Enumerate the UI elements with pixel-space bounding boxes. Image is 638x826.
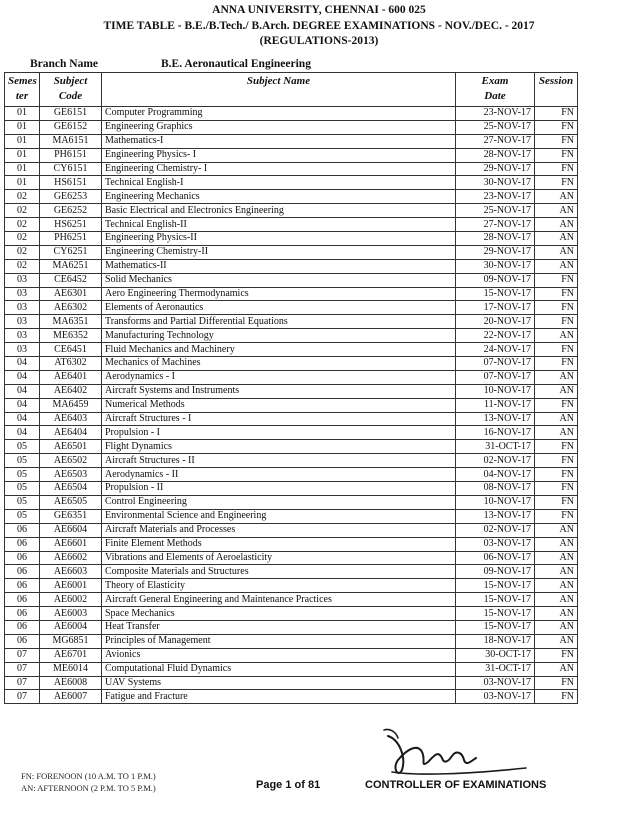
- table-row: [5, 259, 578, 273]
- subject-name-cell: Mathematics-II: [102, 259, 456, 273]
- session-cell: AN: [535, 329, 578, 343]
- subject-code-cell: AE6008: [40, 676, 102, 690]
- session-cell: AN: [535, 412, 578, 426]
- session-cell: FN: [535, 648, 578, 662]
- subject-name-cell: Propulsion - II: [102, 482, 456, 496]
- subject-code-cell: AE6504: [40, 482, 102, 496]
- table-row: [5, 509, 578, 523]
- semester-cell: 02: [5, 190, 40, 204]
- table-row: [5, 579, 578, 593]
- subject-name-cell: Manufacturing Technology: [102, 329, 456, 343]
- subject-name-cell: Vibrations and Elements of Aeroelasticity: [102, 551, 456, 565]
- table-row: [5, 190, 578, 204]
- subject-code-cell: AE6302: [40, 301, 102, 315]
- timetable-title: TIME TABLE - B.E./B.Tech./ B.Arch. DEGREE EXAMINATIONS - NOV./DEC. - 2017: [103, 20, 535, 32]
- university-name: ANNA UNIVERSITY, CHENNAI - 600 025: [212, 4, 426, 16]
- table-row: [5, 426, 578, 440]
- semester-cell: 05: [5, 468, 40, 482]
- subject-code-cell: GE6152: [40, 120, 102, 134]
- session-cell: FN: [535, 495, 578, 509]
- semester-cell: 01: [5, 176, 40, 190]
- exam-date-cell: 02-NOV-17: [456, 523, 535, 537]
- exam-date-cell: 30-NOV-17: [456, 176, 535, 190]
- subject-code-header-line1: Subject: [53, 75, 88, 87]
- exam-date-header-line1: Exam: [481, 75, 509, 87]
- exam-date-cell: 28-NOV-17: [456, 232, 535, 246]
- session-cell: AN: [535, 259, 578, 273]
- subject-name-cell: Heat Transfer: [102, 620, 456, 634]
- session-cell: FN: [535, 301, 578, 315]
- table-row: [5, 454, 578, 468]
- exam-date-cell: 07-NOV-17: [456, 370, 535, 384]
- subject-code-cell: GE6253: [40, 190, 102, 204]
- table-row: [5, 287, 578, 301]
- subject-name-cell: Aircraft Structures - I: [102, 412, 456, 426]
- subject-code-cell: AE6401: [40, 370, 102, 384]
- semester-cell: 02: [5, 232, 40, 246]
- table-row: [5, 634, 578, 648]
- table-row: [5, 107, 578, 121]
- subject-name-cell: Aircraft Materials and Processes: [102, 523, 456, 537]
- session-cell: AN: [535, 607, 578, 621]
- subject-name-cell: Engineering Chemistry-II: [102, 245, 456, 259]
- subject-code-cell: ME6352: [40, 329, 102, 343]
- session-cell: AN: [535, 634, 578, 648]
- subject-name-cell: Numerical Methods: [102, 398, 456, 412]
- subject-name-cell: Computer Programming: [102, 107, 456, 121]
- session-cell: FN: [535, 482, 578, 496]
- semester-cell: 06: [5, 565, 40, 579]
- subject-code-cell: AE6301: [40, 287, 102, 301]
- semester-cell: 01: [5, 162, 40, 176]
- exam-date-cell: 09-NOV-17: [456, 565, 535, 579]
- table-row: [5, 648, 578, 662]
- session-cell: FN: [535, 162, 578, 176]
- table-row: [5, 162, 578, 176]
- semester-cell: 03: [5, 273, 40, 287]
- table-row: [5, 148, 578, 162]
- session-cell: FN: [535, 134, 578, 148]
- subject-code-cell: CY6151: [40, 162, 102, 176]
- subject-name-cell: Aircraft Systems and Instruments: [102, 384, 456, 398]
- session-cell: FN: [535, 148, 578, 162]
- subject-name-cell: Propulsion - I: [102, 426, 456, 440]
- subject-code-cell: MA6351: [40, 315, 102, 329]
- subject-code-cell: PH6151: [40, 148, 102, 162]
- session-cell: FN: [535, 440, 578, 454]
- table-row: [5, 176, 578, 190]
- semester-cell: 03: [5, 329, 40, 343]
- exam-date-cell: 30-OCT-17: [456, 648, 535, 662]
- session-cell: AN: [535, 537, 578, 551]
- exam-date-cell: 16-NOV-17: [456, 426, 535, 440]
- subject-code-cell: HS6151: [40, 176, 102, 190]
- semester-cell: 02: [5, 245, 40, 259]
- subject-name-cell: Aero Engineering Thermodynamics: [102, 287, 456, 301]
- subject-code-cell: CE6452: [40, 273, 102, 287]
- exam-date-cell: 02-NOV-17: [456, 454, 535, 468]
- exam-date-cell: 28-NOV-17: [456, 148, 535, 162]
- subject-name-cell: Aircraft General Engineering and Maintenance Practices: [102, 593, 456, 607]
- table-row: [5, 523, 578, 537]
- semester-cell: 05: [5, 509, 40, 523]
- semester-cell: 03: [5, 287, 40, 301]
- session-cell: AN: [535, 190, 578, 204]
- subject-code-cell: CE6451: [40, 343, 102, 357]
- table-row: [5, 204, 578, 218]
- subject-name-cell: Fatigue and Fracture: [102, 690, 456, 704]
- table-row: [5, 468, 578, 482]
- subject-code-cell: AE6002: [40, 593, 102, 607]
- table-row: [5, 495, 578, 509]
- subject-code-cell: GE6351: [40, 509, 102, 523]
- timetable-header: [5, 73, 578, 107]
- semester-cell: 01: [5, 134, 40, 148]
- semester-cell: 01: [5, 120, 40, 134]
- timetable-body: [5, 107, 578, 704]
- subject-name-cell: Mathematics-I: [102, 134, 456, 148]
- semester-cell: 02: [5, 218, 40, 232]
- semester-cell: 06: [5, 579, 40, 593]
- semester-header: [5, 73, 40, 107]
- session-cell: FN: [535, 509, 578, 523]
- subject-name-header: Subject Name: [102, 73, 456, 107]
- exam-date-cell: 04-NOV-17: [456, 468, 535, 482]
- semester-cell: 01: [5, 148, 40, 162]
- session-legend: [21, 770, 156, 794]
- exam-date-cell: 23-NOV-17: [456, 107, 535, 121]
- semester-cell: 04: [5, 412, 40, 426]
- subject-code-cell: MA6459: [40, 398, 102, 412]
- semester-cell: 05: [5, 482, 40, 496]
- exam-date-cell: 15-NOV-17: [456, 593, 535, 607]
- exam-date-cell: 31-OCT-17: [456, 440, 535, 454]
- subject-name-cell: Solid Mechanics: [102, 273, 456, 287]
- page-number: Page 1 of 81: [256, 779, 321, 791]
- subject-code-header-line2: Code: [58, 90, 83, 102]
- table-row: [5, 357, 578, 371]
- session-header: Session: [535, 73, 578, 107]
- subject-code-header: [40, 73, 102, 107]
- session-cell: AN: [535, 579, 578, 593]
- subject-code-cell: AE6403: [40, 412, 102, 426]
- session-cell: AN: [535, 662, 578, 676]
- semester-cell: 06: [5, 523, 40, 537]
- table-row: [5, 343, 578, 357]
- subject-code-cell: AE6003: [40, 607, 102, 621]
- table-row: [5, 565, 578, 579]
- subject-code-cell: HS6251: [40, 218, 102, 232]
- subject-name-cell: Computational Fluid Dynamics: [102, 662, 456, 676]
- subject-code-cell: GE6252: [40, 204, 102, 218]
- semester-cell: 06: [5, 537, 40, 551]
- semester-header-line2: ter: [15, 90, 29, 102]
- subject-code-cell: AE6604: [40, 523, 102, 537]
- semester-header-line1: Semes: [8, 75, 37, 87]
- exam-date-cell: 07-NOV-17: [456, 357, 535, 371]
- regulations-label: (REGULATIONS-2013): [259, 35, 379, 47]
- subject-code-cell: GE6151: [40, 107, 102, 121]
- subject-name-cell: Elements of Aeronautics: [102, 301, 456, 315]
- table-row: [5, 218, 578, 232]
- session-cell: AN: [535, 218, 578, 232]
- exam-date-cell: 15-NOV-17: [456, 607, 535, 621]
- subject-name-cell: Composite Materials and Structures: [102, 565, 456, 579]
- exam-date-cell: 29-NOV-17: [456, 162, 535, 176]
- table-row: [5, 315, 578, 329]
- table-row: [5, 593, 578, 607]
- exam-date-cell: 08-NOV-17: [456, 482, 535, 496]
- semester-cell: 04: [5, 384, 40, 398]
- table-row: [5, 412, 578, 426]
- exam-date-cell: 06-NOV-17: [456, 551, 535, 565]
- subject-code-cell: AE6502: [40, 454, 102, 468]
- controller-of-examinations: CONTROLLER OF EXAMINATIONS: [365, 779, 547, 791]
- subject-name-cell: Engineering Physics-II: [102, 232, 456, 246]
- table-row: [5, 120, 578, 134]
- exam-date-cell: 10-NOV-17: [456, 495, 535, 509]
- session-cell: AN: [535, 565, 578, 579]
- exam-date-cell: 09-NOV-17: [456, 273, 535, 287]
- semester-cell: 02: [5, 204, 40, 218]
- subject-code-cell: AT6302: [40, 357, 102, 371]
- session-cell: AN: [535, 370, 578, 384]
- subject-name-cell: Control Engineering: [102, 495, 456, 509]
- session-cell: AN: [535, 523, 578, 537]
- exam-date-cell: 03-NOV-17: [456, 537, 535, 551]
- exam-date-cell: 10-NOV-17: [456, 384, 535, 398]
- semester-cell: 07: [5, 662, 40, 676]
- table-row: [5, 329, 578, 343]
- subject-code-cell: CY6251: [40, 245, 102, 259]
- subject-name-cell: Aerodynamics - II: [102, 468, 456, 482]
- semester-cell: 07: [5, 648, 40, 662]
- subject-name-cell: Engineering Graphics: [102, 120, 456, 134]
- semester-cell: 04: [5, 357, 40, 371]
- semester-cell: 07: [5, 690, 40, 704]
- semester-cell: 07: [5, 676, 40, 690]
- session-cell: AN: [535, 593, 578, 607]
- exam-date-cell: 27-NOV-17: [456, 218, 535, 232]
- table-row: [5, 440, 578, 454]
- exam-date-cell: 24-NOV-17: [456, 343, 535, 357]
- subject-code-cell: AE6007: [40, 690, 102, 704]
- session-cell: AN: [535, 620, 578, 634]
- session-cell: FN: [535, 690, 578, 704]
- session-cell: FN: [535, 273, 578, 287]
- session-cell: FN: [535, 176, 578, 190]
- exam-date-cell: 03-NOV-17: [456, 690, 535, 704]
- table-row: [5, 537, 578, 551]
- semester-cell: 04: [5, 398, 40, 412]
- branch-name-value: B.E. Aeronautical Engineering: [161, 58, 311, 70]
- semester-cell: 06: [5, 607, 40, 621]
- exam-date-cell: 18-NOV-17: [456, 634, 535, 648]
- session-cell: AN: [535, 232, 578, 246]
- subject-name-cell: Engineering Chemistry- I: [102, 162, 456, 176]
- exam-date-cell: 17-NOV-17: [456, 301, 535, 315]
- exam-date-cell: 15-NOV-17: [456, 620, 535, 634]
- subject-name-cell: Environmental Science and Engineering: [102, 509, 456, 523]
- subject-code-cell: AE6501: [40, 440, 102, 454]
- exam-date-cell: 15-NOV-17: [456, 287, 535, 301]
- subject-code-cell: MA6251: [40, 259, 102, 273]
- exam-date-cell: 27-NOV-17: [456, 134, 535, 148]
- semester-cell: 06: [5, 634, 40, 648]
- exam-date-cell: 23-NOV-17: [456, 190, 535, 204]
- handwritten-signature-icon: [378, 718, 530, 782]
- table-row: [5, 384, 578, 398]
- subject-name-cell: Space Mechanics: [102, 607, 456, 621]
- exam-date-cell: 30-NOV-17: [456, 259, 535, 273]
- semester-cell: 04: [5, 426, 40, 440]
- exam-date-cell: 25-NOV-17: [456, 120, 535, 134]
- subject-name-cell: Aircraft Structures - II: [102, 454, 456, 468]
- exam-date-cell: 20-NOV-17: [456, 315, 535, 329]
- semester-cell: 03: [5, 315, 40, 329]
- subject-name-cell: Aerodynamics - I: [102, 370, 456, 384]
- subject-code-cell: ME6014: [40, 662, 102, 676]
- exam-date-cell: 22-NOV-17: [456, 329, 535, 343]
- session-cell: AN: [535, 426, 578, 440]
- subject-code-cell: MG6851: [40, 634, 102, 648]
- exam-date-header: [456, 73, 535, 107]
- subject-code-cell: AE6602: [40, 551, 102, 565]
- exam-date-cell: 25-NOV-17: [456, 204, 535, 218]
- subject-code-cell: AE6601: [40, 537, 102, 551]
- legend-afternoon: AN: AFTERNOON (2 P.M. TO 5 P.M.): [21, 783, 156, 793]
- session-cell: FN: [535, 454, 578, 468]
- table-row: [5, 232, 578, 246]
- session-cell: FN: [535, 398, 578, 412]
- semester-cell: 06: [5, 593, 40, 607]
- table-row: [5, 370, 578, 384]
- subject-code-cell: AE6402: [40, 384, 102, 398]
- subject-name-cell: Transforms and Partial Differential Equations: [102, 315, 456, 329]
- table-row: [5, 482, 578, 496]
- exam-date-cell: 03-NOV-17: [456, 676, 535, 690]
- semester-cell: 03: [5, 301, 40, 315]
- exam-date-cell: 31-OCT-17: [456, 662, 535, 676]
- timetable-table: [4, 72, 578, 704]
- subject-code-cell: AE6505: [40, 495, 102, 509]
- semester-cell: 03: [5, 343, 40, 357]
- exam-date-cell: 13-NOV-17: [456, 509, 535, 523]
- exam-date-cell: 11-NOV-17: [456, 398, 535, 412]
- semester-cell: 06: [5, 551, 40, 565]
- semester-cell: 01: [5, 107, 40, 121]
- session-cell: AN: [535, 204, 578, 218]
- semester-cell: 06: [5, 620, 40, 634]
- subject-code-cell: AE6603: [40, 565, 102, 579]
- subject-name-cell: Engineering Physics- I: [102, 148, 456, 162]
- table-row: [5, 662, 578, 676]
- session-cell: FN: [535, 357, 578, 371]
- subject-name-cell: Flight Dynamics: [102, 440, 456, 454]
- session-cell: AN: [535, 551, 578, 565]
- table-row: [5, 620, 578, 634]
- exam-date-cell: 13-NOV-17: [456, 412, 535, 426]
- subject-name-cell: UAV Systems: [102, 676, 456, 690]
- exam-date-header-line2: Date: [484, 90, 506, 102]
- semester-cell: 02: [5, 259, 40, 273]
- exam-date-cell: 29-NOV-17: [456, 245, 535, 259]
- subject-name-cell: Technical English-I: [102, 176, 456, 190]
- semester-cell: 05: [5, 495, 40, 509]
- subject-name-cell: Fluid Mechanics and Machinery: [102, 343, 456, 357]
- header-row: [5, 73, 578, 107]
- semester-cell: 05: [5, 440, 40, 454]
- table-row: [5, 398, 578, 412]
- table-row: [5, 676, 578, 690]
- semester-cell: 04: [5, 370, 40, 384]
- subject-code-cell: PH6251: [40, 232, 102, 246]
- subject-code-cell: AE6004: [40, 620, 102, 634]
- table-row: [5, 690, 578, 704]
- subject-code-cell: AE6503: [40, 468, 102, 482]
- table-row: [5, 551, 578, 565]
- branch-name-label: Branch Name: [30, 58, 99, 70]
- session-cell: FN: [535, 120, 578, 134]
- table-row: [5, 134, 578, 148]
- semester-cell: 05: [5, 454, 40, 468]
- session-cell: FN: [535, 343, 578, 357]
- session-cell: FN: [535, 287, 578, 301]
- session-cell: FN: [535, 315, 578, 329]
- session-cell: FN: [535, 676, 578, 690]
- subject-name-cell: Finite Element Methods: [102, 537, 456, 551]
- subject-name-cell: Avionics: [102, 648, 456, 662]
- subject-code-cell: AE6001: [40, 579, 102, 593]
- table-row: [5, 607, 578, 621]
- table-row: [5, 245, 578, 259]
- subject-name-cell: Theory of Elasticity: [102, 579, 456, 593]
- subject-name-cell: Basic Electrical and Electronics Engineering: [102, 204, 456, 218]
- subject-name-cell: Engineering Mechanics: [102, 190, 456, 204]
- subject-code-cell: AE6701: [40, 648, 102, 662]
- legend-forenoon: FN: FORENOON (10 A.M. TO 1 P.M.): [21, 771, 156, 781]
- session-cell: AN: [535, 384, 578, 398]
- subject-code-cell: AE6404: [40, 426, 102, 440]
- table-row: [5, 273, 578, 287]
- subject-code-cell: MA6151: [40, 134, 102, 148]
- subject-name-cell: Technical English-II: [102, 218, 456, 232]
- session-cell: FN: [535, 107, 578, 121]
- session-cell: AN: [535, 245, 578, 259]
- table-row: [5, 301, 578, 315]
- exam-date-cell: 15-NOV-17: [456, 579, 535, 593]
- subject-name-cell: Principles of Management: [102, 634, 456, 648]
- session-cell: FN: [535, 468, 578, 482]
- subject-name-cell: Mechanics of Machines: [102, 357, 456, 371]
